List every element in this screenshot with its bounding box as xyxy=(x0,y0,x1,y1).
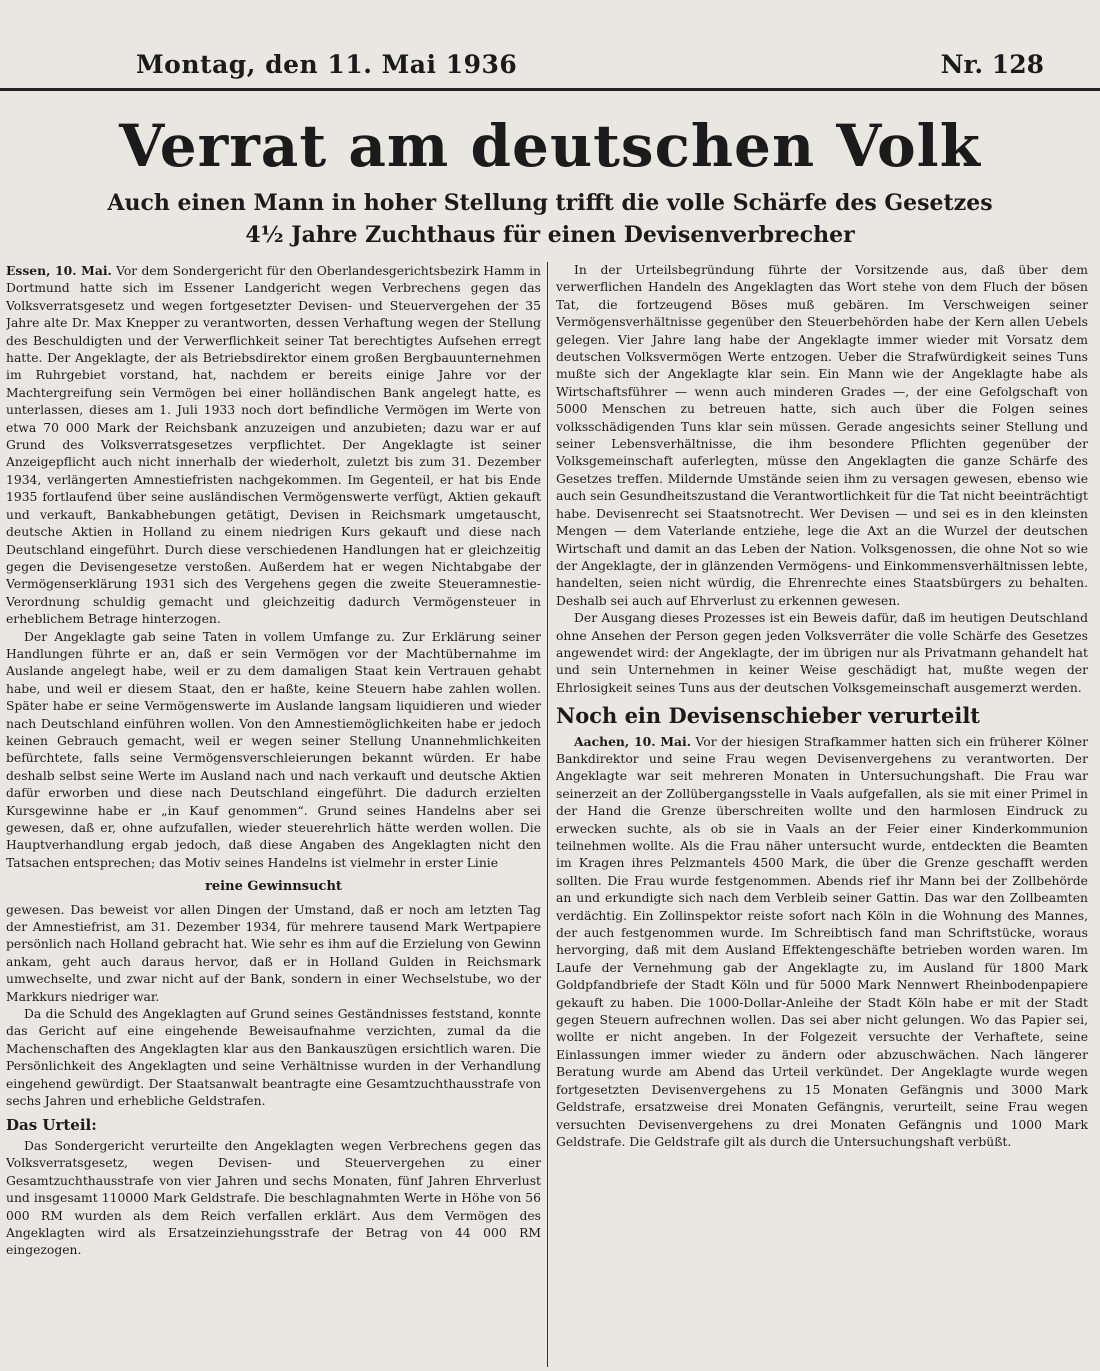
column-divider xyxy=(547,262,548,1367)
subhead-gewinnsucht: reine Gewinnsucht xyxy=(205,879,342,895)
article-paragraph: In der Urteilsbegründung führte der Vorsitzende aus, daß über dem verwerflichen Handeln des Angeklagten das Wort stehe von dem Fluch der bösen Tat, die fortzeugend Böses muß gebären. Im Verschweigen seiner Vermögensverhältnisse gegenüber den Steuerbehörden habe der Kern allen Uebels gelegen. Vier Jahre lang habe der Angeklagte immer wieder mit Vorsatz dem deutschen Volksvermögen Werte entzogen. Ueber die Strafwürdigkeit seines Tuns mußte sich der Angeklagte klar sein. Ein Mann wie der Angeklagte habe als Wirtschaftsführer — wenn auch minderen Grades —, der eine Gefolgschaft von 5000 Menschen zu betreuen hatte, sich auch über die Folgen seines volksschädigenden Tuns klar sein müssen. Gerade angesichts seiner Stellung und seiner Lebensverhältnisse, die ihm besondere Pflichten gegenüber der Volksgemeinschaft auferlegten, müsse den Angeklagten die ganze Schärfe des Gesetzes treffen. Mildernde Umstände seien ihm zu versagen gewesen, ebenso wie auch sein Gesundheitszustand die Verantwortlichkeit für die Tat nicht beeinträchtigt habe. Devisenrecht sei Staatsnotrecht. Wer Devisen — und sei es in den kleinsten Mengen — dem Vaterlande entziehe, lege die Axt an die Wurzel der deutschen Wirtschaft und damit an das Leben der Nation. Volksgenossen, die ohne Not so wie der Angeklagte, der in glänzenden Vermögens- und Einkommensverhältnissen lebte, handelten, seien nicht würdig, die Ehrenrechte eines Staatsbürgers zu behalten. Deshalb sei auch auf Ehrverlust zu erkennen gewesen. xyxy=(556,263,1088,608)
article-paragraph: gewesen. Das beweist vor allen Dingen der Umstand, daß er noch am letzten Tag der Amnestiefrist, am 31. Dezember 1934, für mehrere tausend Mark Wertpapiere persönlich nach Holland gebracht hat. Wie sehr es ihm auf die Erzielung von Gewinn ankam, geht auch daraus hervor, daß er in Holland Gulden in Reichsmark umwechselte, und zwar nicht auf der Bank, sondern in einer Wechselstube, wo der Markkurs niedriger war. xyxy=(6,902,541,1004)
issue-number: Nr. 128 xyxy=(940,50,1044,79)
article-paragraph: Da die Schuld des Angeklagten auf Grund seines Geständnisses feststand, konnte das Gericht auf eine eingehende Beweisaufnahme verzichten, zumal da die Machenschaften des Angeklagten klar aus den Bankauszügen ersichtlich waren. Die Persönlichkeit des Angeklagten und seine Verhältnisse wurden in der Verhandlung eingehend gewürdigt. Der Staatsanwalt beantragte eine Gesamtzuchthausstrafe von sechs Jahren und erhebliche Geldstrafen. xyxy=(6,1007,541,1109)
article-paragraph: Der Angeklagte gab seine Taten in vollem Umfange zu. Zur Erklärung seiner Handlungen führte er an, daß er sein Vermögen vor der Machtübernahme im Auslande angelegt habe, weil er zu dem damaligen Staat kein Vertrauen gehabt habe, und weil er diesem Staat, den er haßte, keine Steuern habe zahlen wollen. Später habe er seine Vermögenswerte im Auslande langsam liquidieren und wieder nach Deutschland einführen wollen. Von den Amnestiemöglichkeiten habe er jedoch keinen Gebrauch gemacht, weil er wegen seiner Stellung Unannehmlichkeiten befürchtete, falls seine Vermögensverschleierungen bekannt würden. Er habe deshalb selbst seine Werte im Ausland nach und nach verkauft und deutsche Aktien dafür erworben und diese nach Deutschland eingeführt. Die dadurch erzielten Kursgewinne habe er „in Kauf genommen“. Grund seines Handelns aber sei gewesen, daß er, ohne aufzufallen, wieder steuerehrlich hätte werden wollen. Die Hauptverhandlung ergab jedoch, daß diese Angaben des Angeklagten nicht den Tatsachen entsprechen; das Motiv seines Handelns ist vielmehr in erster Linie xyxy=(6,629,541,870)
column-left xyxy=(6,262,541,1367)
masthead xyxy=(0,0,1100,92)
article2-title: Noch ein Devisenschieber verurteilt xyxy=(556,703,980,729)
article-paragraph xyxy=(556,733,1088,1152)
masthead-rule xyxy=(0,88,1100,91)
subheadline-2: 4½ Jahre Zuchthaus für einen Devisenverbrecher xyxy=(245,222,855,248)
article-paragraph: Der Ausgang dieses Prozesses ist ein Beweis dafür, daß im heutigen Deutschland ohne Ansehen der Person gegen jeden Volksverräter die volle Schärfe des Gesetzes angewendet wird: der Angeklagte, der im übrigen nur als Privatmann gehandelt hat und sein Unternehmen in keiner Weise geschädigt hat, mußte wegen der Ehrlosigkeit seines Tuns aus der deutschen Volksgemeinschaft ausgemerzt werden. xyxy=(556,611,1088,695)
article-paragraph: Das Sondergericht verurteilte den Angeklagten wegen Verbrechens gegen das Volksverratsgesetz, wegen Devisen- und Steuervergehen zu einer Gesamtzuchthausstrafe von vier Jahren und sechs Monaten, fünf Jahren Ehrverlust und insgesamt 110000 Mark Geldstrafe. Die beschlagnahmten Werte in Höhe von 56 000 RM wurden als dem Reich verfallen erklärt. Aus dem Vermögen des Angeklagten wird als Ersatzeinziehungsstrafe der Betrag von 44 000 RM eingezogen. xyxy=(6,1138,541,1258)
paragraph-text: Vor dem Sondergericht für den Oberlandesgerichtsbezirk Hamm in Dortmund hatte sich im Essener Landgericht wegen Verbrechens gegen das Volksverratsgesetz und wegen fortgesetzter Devisen- und Steuervergehen der 35 Jahre alte Dr. Max Knepper zu verantworten, dessen Verhaftung wegen der Stellung des Beschuldigten und der Verwerflichkeit seiner Tat berechtigtes Aufsehen erregt hatte. Der Angeklagte, der als Betriebsdirektor einem großen Bergbauunternehmen im Ruhrgebiet vorstand, hat, nachdem er bereits einige Jahre vor der Machtergreifung sein Vermögen bei einer holländischen Bank angelegt hatte, es unterlassen, dieses am 1. Juli 1933 noch dort befindliche Vermögen im Werte von etwa 70 000 Mark der Reichsbank anzuzeigen und anzubieten; dazu war er auf Grund des Volksverratsgesetzes verpflichtet. Der Angeklagte ist seiner Anzeigepflicht auch nicht innerhalb der wiederholt, zuletzt bis zum 31. Dezember 1934, verlängerten Amnestiefristen nachgekommen. Im Gegenteil, er hat bis Ende 1935 fortlaufend über seine ausländischen Vermögenswerte verfügt, Aktien gekauft und verkauft, Bankabhebungen getätigt, Devisen in Reichsmark umgetauscht, deutsche Aktien in Holland zu einem niedrigen Kurs gekauft und diese nach Deutschland eingeführt. Durch diese verschiedenen Handlungen hat er gleichzeitig gegen die Devisengesetze verstoßen. Außerdem hat er wegen Nichtabgabe der Vermögenserklärung 1931 sich des Vergehens gegen die zweite Steueramnestie-Verordnung schuldig gemacht und gleichzeitig dadurch Vermögensteuer in erheblichem Betrage hinterzogen. xyxy=(6,264,541,627)
paragraph-text: Vor der hiesigen Strafkammer hatten sich ein früherer Kölner Bankdirektor und seine Frau wegen Devisenvergehens zu verantworten. Der Angeklagte war seit mehreren Monaten in Untersuchungshaft. Die Frau war seinerzeit an der Zollübergangsstelle in Vaals aufgefallen, als sie mit einer Primel in der Hand die Grenze überschreiten wollte und den harmlosen Eindruck zu erwecken suchte, als ob sie in Vaals an der Feier einer Kinderkommunion teilnehmen wollte. Als die Frau näher untersucht wurde, entdeckten die Beamten im Kragen ihres Pelzmantels 4500 Mark, die über die Grenze geschafft werden sollten. Die Frau wurde festgenommen. Abends rief ihr Mann bei der Zollbehörde an und erkundigte sich nach dem Verbleib seiner Gattin. Das war den Zollbeamten verdächtig. Ein Zollinspektor reiste sofort nach Köln in die Wohnung des Mannes, der auch festgenommen wurde. Im Schreibtisch fand man Schriftstücke, woraus hervorging, daß mit dem Ausland Effektengeschäfte betrieben worden waren. Im Laufe der Vernehmung gab der Angeklagte zu, im Ausland für 1800 Mark Goldpfandbriefe der Stadt Köln und für 5000 Mark Nennwert Rheinbodenpapiere gekauft zu haben. Die 1000-Dollar-Anleihe der Stadt Köln habe er mit der Stadt gegen Steuern aufrechnen wollen. Das sei aber nicht gelungen. Wo das Papier sei, wollte er nicht angeben. In der Folgezeit versuchte der Verhaftete, seine Einlassungen immer wieder zu ändern oder abzuschwächen. Nach längerer Beratung wurde am Abend das Urteil verkündet. Der Angeklagte wurde wegen fortgesetzten Devisenvergehens zu 15 Monaten Gefängnis und 3000 Mark Geldstrafe, ersatzweise drei Monaten Gefängnis, verurteilt, seine Frau wegen versuchten Devisenvergehens zu drei Monaten Gefängnis und 1000 Mark Geldstrafe. Die Geldstrafe gilt als durch die Untersuchungshaft verbüßt. xyxy=(556,734,1088,1149)
column-right xyxy=(556,262,1088,1367)
issue-date: Montag, den 11. Mai 1936 xyxy=(136,50,518,79)
headline: Verrat am deutschen Volk xyxy=(119,112,981,180)
article-paragraph xyxy=(6,262,541,629)
dateline: Aachen, 10. Mai. xyxy=(574,733,692,749)
dateline: Essen, 10. Mai. xyxy=(6,263,112,278)
subheadline-1: Auch einen Mann in hoher Stellung trifft die volle Schärfe des Gesetzes xyxy=(107,190,993,216)
subhead-verdict: Das Urteil: xyxy=(6,1115,97,1134)
